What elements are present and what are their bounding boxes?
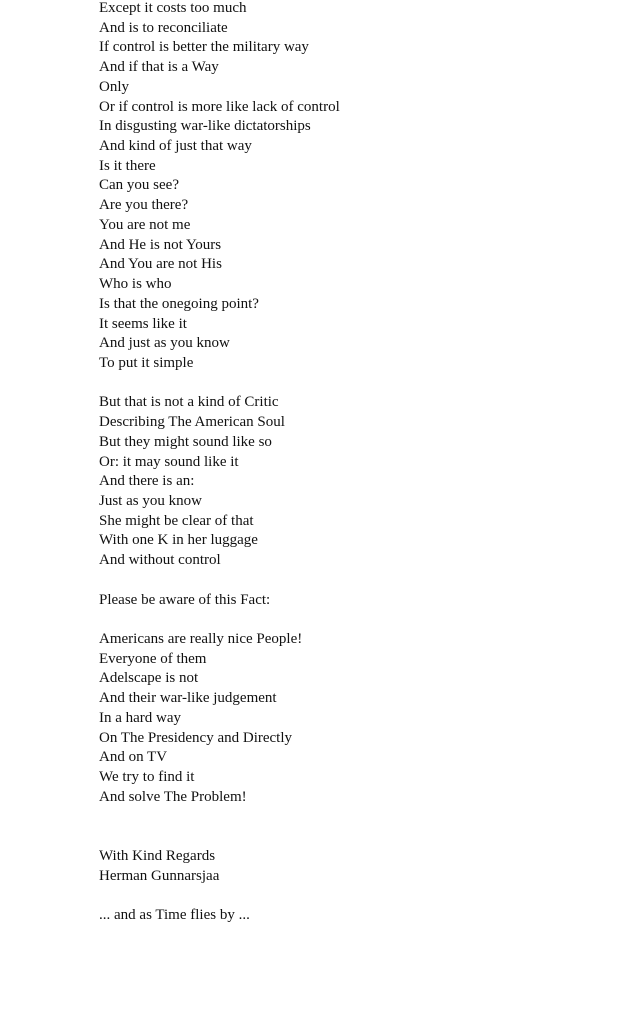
poem-line: If control is better the military way bbox=[99, 39, 309, 56]
poem-line: Or if control is more like lack of control bbox=[99, 98, 340, 115]
poem-line: Everyone of them bbox=[99, 650, 207, 667]
poem-line: And is to reconciliate bbox=[99, 19, 228, 36]
stanza-gap bbox=[99, 886, 619, 906]
stanza-gap bbox=[99, 610, 619, 630]
poem-line: And their war-like judgement bbox=[99, 690, 277, 707]
poem-line: Is it there bbox=[99, 157, 156, 174]
poem-line: She might be clear of that bbox=[99, 512, 254, 529]
poem-line: And on TV bbox=[99, 749, 168, 766]
poem-line: Are you there? bbox=[99, 197, 189, 214]
poem-line: Americans are really nice People! bbox=[99, 631, 303, 647]
stanza-3 bbox=[99, 591, 619, 611]
poem-line: Can you see? bbox=[99, 177, 179, 194]
closing-line: ... and as Time flies by ... bbox=[99, 907, 250, 924]
poem-line: Or: it may sound like it bbox=[99, 453, 239, 470]
poem-line: And He is not Yours bbox=[99, 236, 222, 253]
poem-line: In a hard way bbox=[99, 709, 182, 726]
signature-greeting: With Kind Regards bbox=[99, 847, 216, 864]
poem-line: But they might sound like so bbox=[99, 433, 272, 450]
poem-line: And just as you know bbox=[99, 335, 230, 352]
poem-line: You are not me bbox=[99, 216, 191, 233]
poem-line: Just as you know bbox=[99, 492, 202, 509]
poem-line: And without control bbox=[99, 552, 221, 569]
poem-line: With one K in her luggage bbox=[99, 532, 258, 549]
poem-line: And kind of just that way bbox=[99, 138, 252, 155]
stanza-gap bbox=[99, 807, 619, 846]
stanza-gap bbox=[99, 571, 619, 591]
poem-line: Describing The American Soul bbox=[99, 414, 285, 431]
poem-line: And solve The Problem! bbox=[99, 788, 247, 805]
poem-line: But that is not a kind of Critic bbox=[99, 394, 279, 411]
poem-line: Only bbox=[99, 78, 129, 95]
poem-line: On The Presidency and Directly bbox=[99, 729, 293, 746]
stanza-4 bbox=[99, 630, 619, 807]
poem-line: And there is an: bbox=[99, 473, 195, 490]
poem-line: In disgusting war-like dictatorships bbox=[99, 118, 311, 135]
poem-line: Except it costs too much bbox=[99, 0, 247, 16]
signature-author: Herman Gunnarsjaa bbox=[99, 867, 220, 884]
poem-line: Who is who bbox=[99, 276, 172, 293]
stanza-gap bbox=[99, 374, 619, 394]
closing-block bbox=[99, 906, 619, 926]
poem-line: And You are not His bbox=[99, 256, 222, 273]
poem-line: Adelscape is not bbox=[99, 670, 199, 687]
poem-line: We try to find it bbox=[99, 769, 195, 786]
stanza-1 bbox=[99, 0, 619, 374]
signature-block bbox=[99, 847, 619, 886]
poem-document bbox=[99, 0, 619, 926]
stanza-2 bbox=[99, 393, 619, 570]
poem-line: Please be aware of this Fact: bbox=[99, 591, 271, 608]
poem-line: And if that is a Way bbox=[99, 59, 219, 76]
poem-line: To put it simple bbox=[99, 354, 194, 371]
poem-line: It seems like it bbox=[99, 315, 187, 332]
poem-line: Is that the onegoing point? bbox=[99, 295, 259, 312]
